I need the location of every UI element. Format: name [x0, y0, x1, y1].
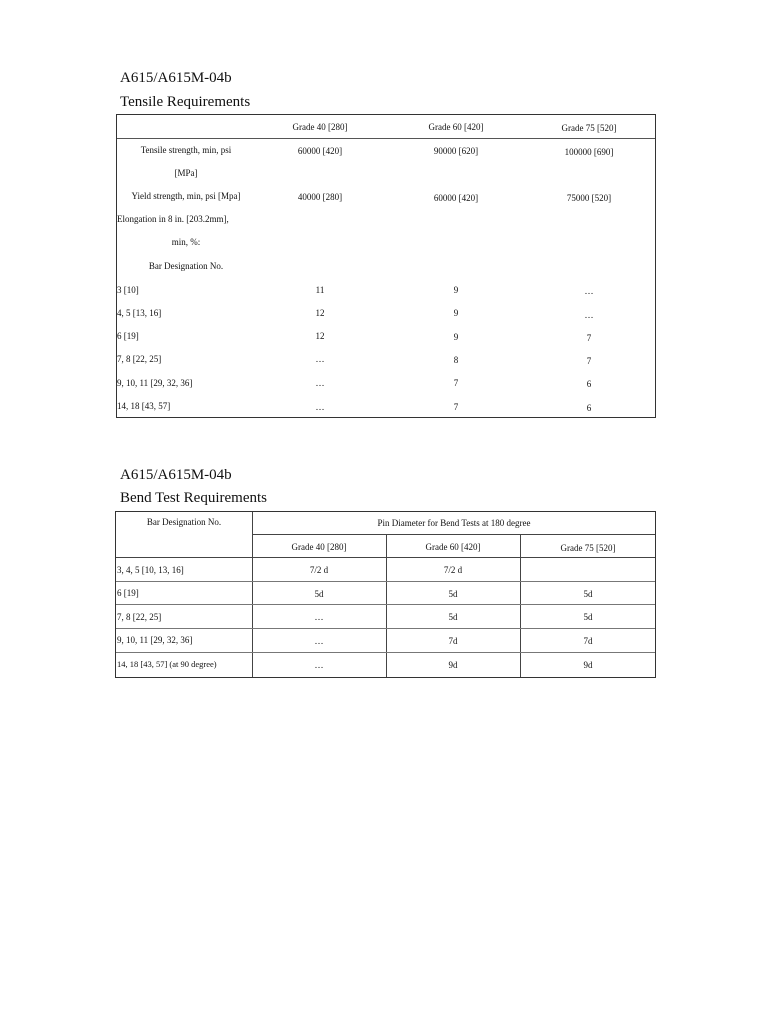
- table-row-g60: 5d: [448, 589, 458, 599]
- table-row-g60: 5d: [448, 612, 458, 622]
- bend-section-title: Bend Test Requirements: [120, 490, 267, 506]
- header-grade-40: Grade 40 [280]: [291, 542, 347, 552]
- table-row-bar: 9, 10, 11 [29, 32, 36]: [117, 635, 193, 645]
- row-divider: [116, 652, 655, 653]
- elongation-label: Elongation in 8 in. [203.2mm],: [117, 214, 229, 224]
- tensile-grade-60: 90000 [620]: [433, 146, 479, 156]
- table-row-bar: 7, 8 [22, 25]: [117, 354, 162, 364]
- table-row-g60: 7: [453, 378, 459, 388]
- row-divider: [116, 628, 655, 629]
- pin-diameter-header: Pin Diameter for Bend Tests at 180 degree: [377, 518, 531, 528]
- table-row-g60: 7/2 d: [443, 565, 463, 575]
- table-row-g40: 5d: [314, 589, 324, 599]
- bar-designation-header: Bar Designation No.: [146, 517, 222, 527]
- table-row-g60: 9d: [448, 660, 458, 670]
- tensile-requirements-table: [116, 114, 656, 418]
- row-divider: [116, 581, 655, 582]
- tensile-section-title: Tensile Requirements: [120, 94, 251, 110]
- bend-test-table: [115, 511, 656, 678]
- table-row-g60: 8: [453, 355, 459, 365]
- table-row-bar: 6 [19]: [117, 331, 139, 341]
- yield-grade-60: 60000 [420]: [433, 193, 479, 203]
- table-row-g40: 11: [315, 285, 325, 295]
- table-row-g75: 9d: [583, 660, 593, 670]
- bar-designation-label: Bar Designation No.: [148, 261, 224, 271]
- table-row-bar: 3, 4, 5 [10, 13, 16]: [117, 565, 184, 575]
- table-row-g40: 12: [315, 331, 325, 341]
- table-row-bar: 6 [19]: [117, 588, 139, 598]
- yield-grade-75: 75000 [520]: [566, 193, 612, 203]
- table-row-g40: …: [314, 636, 324, 646]
- row-divider: [116, 557, 655, 558]
- table-row-g75: 6: [586, 403, 592, 413]
- bend-spec-title: A615/A615M-04b: [120, 467, 232, 483]
- header-divider: [117, 138, 655, 139]
- header-grade-60: Grade 60 [420]: [428, 122, 484, 132]
- elongation-unit: min, %:: [171, 237, 201, 247]
- table-row-g75: 6: [586, 379, 592, 389]
- yield-strength-label: Yield strength, min, psi [Mpa]: [131, 191, 241, 201]
- tensile-grade-75: 100000 [690]: [564, 147, 614, 157]
- table-row-bar: 3 [10]: [117, 285, 139, 295]
- row-divider: [252, 534, 655, 535]
- header-grade-40: Grade 40 [280]: [292, 122, 348, 132]
- table-row-g75: 7: [586, 333, 592, 343]
- table-row-g40: …: [315, 354, 325, 364]
- table-row-g75: 5d: [583, 612, 593, 622]
- table-row-bar: 9, 10, 11 [29, 32, 36]: [117, 378, 193, 388]
- table-row-g40: …: [315, 402, 325, 412]
- table-row-bar: 7, 8 [22, 25]: [117, 612, 162, 622]
- table-row-bar: 14, 18 [43, 57] (at 90 degree): [117, 659, 217, 669]
- table-row-g75: …: [584, 286, 594, 296]
- header-grade-60: Grade 60 [420]: [425, 542, 481, 552]
- table-row-g75: 7: [586, 356, 592, 366]
- table-row-g75: 7d: [583, 636, 593, 646]
- tensile-spec-title: A615/A615M-04b: [120, 70, 232, 86]
- table-row-g60: 9: [453, 332, 459, 342]
- table-row-g40: …: [314, 660, 324, 670]
- tensile-strength-label: Tensile strength, min, psi: [140, 145, 232, 155]
- table-row-bar: 4, 5 [13, 16]: [117, 308, 162, 318]
- table-row-g60: 9: [453, 285, 459, 295]
- table-row-g40: 12: [315, 308, 325, 318]
- table-row-g40: 7/2 d: [309, 565, 329, 575]
- table-row-g40: …: [315, 378, 325, 388]
- table-row-g60: 7: [453, 402, 459, 412]
- table-row-g40: …: [314, 612, 324, 622]
- table-row-g75: …: [584, 310, 594, 320]
- header-grade-75: Grade 75 [520]: [561, 123, 617, 133]
- header-grade-75: Grade 75 [520]: [560, 543, 616, 553]
- table-row-g60: 9: [453, 308, 459, 318]
- tensile-strength-unit: [MPa]: [174, 168, 198, 178]
- row-divider: [116, 604, 655, 605]
- table-row-g60: 7d: [448, 636, 458, 646]
- table-row-g75: 5d: [583, 589, 593, 599]
- table-row-bar: 14, 18 [43, 57]: [117, 401, 171, 411]
- tensile-grade-40: 60000 [420]: [297, 146, 343, 156]
- yield-grade-40: 40000 [280]: [297, 192, 343, 202]
